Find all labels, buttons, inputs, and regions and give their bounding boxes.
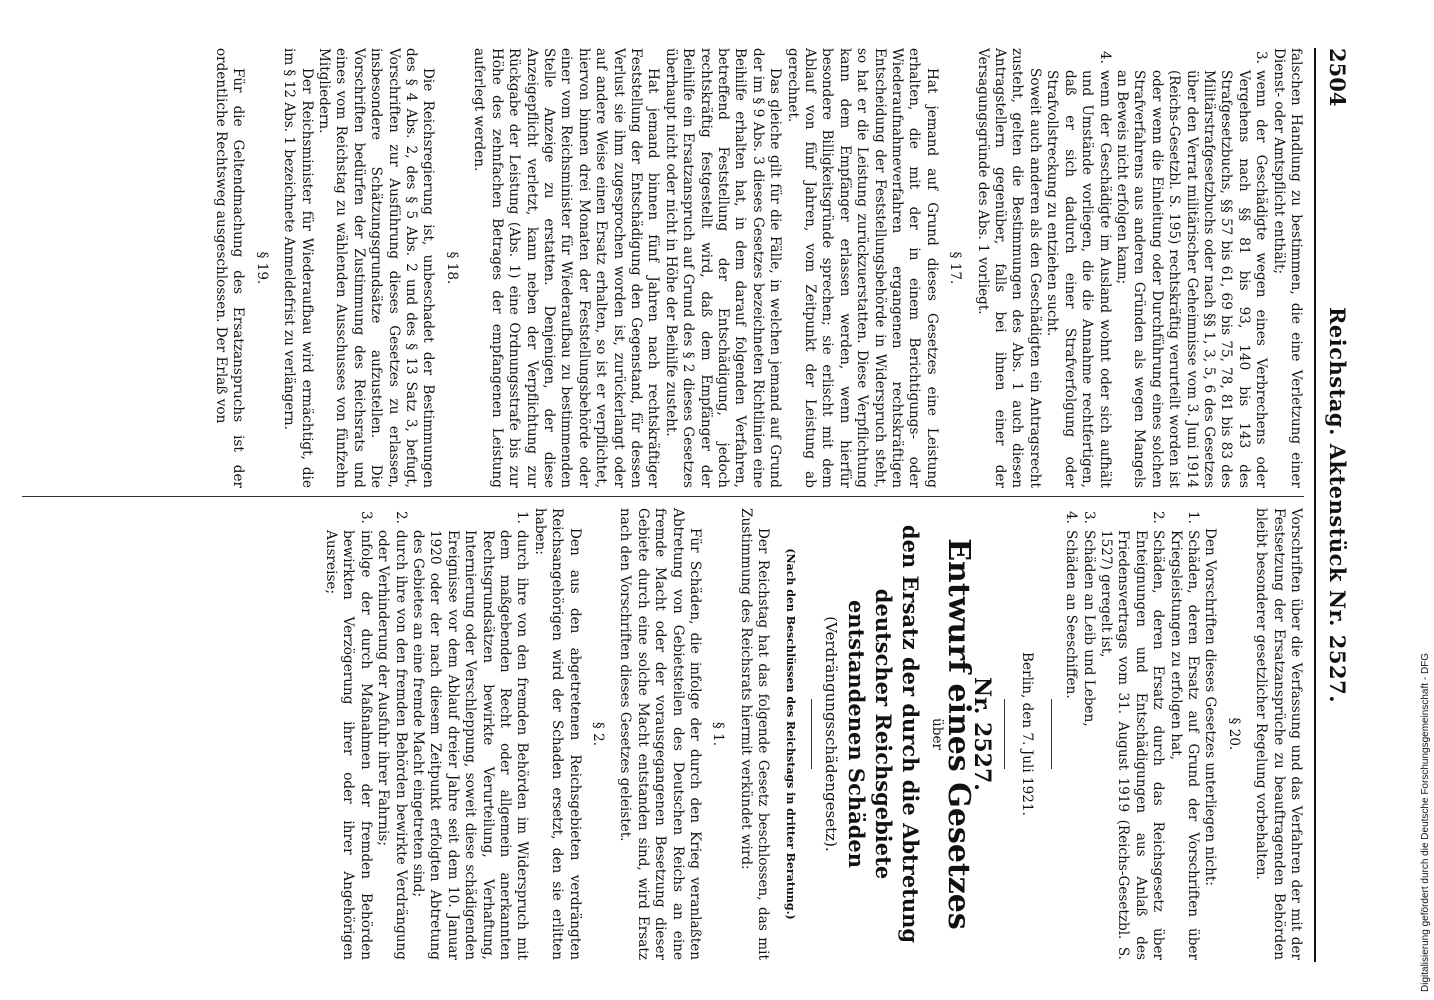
paragraph: Hat jemand auf Grund dieses Gesetzes eine Leistung erhalten, die mit der in einem Berichtigungs- oder Wiederaufnahmeverfahren ergangenen rechtskräftigen Entscheidung der Feststellungsbehörde in Widerspruch steht, so hat er die Leistung zurückzuerstatten. Diese Verpflichtung kann dem Empfänger erlassen werden, wenn hierfür besondere Billigkeitsgründe sprechen; sie erlischt mit dem Ablauf von fünf Jahren, vom Zeitpunkt der Leistung ab gerechnet. [784, 48, 940, 488]
section-heading: § 18. [443, 251, 460, 285]
section-heading: § 19. [253, 251, 270, 285]
divider [811, 699, 812, 769]
list-item: 1. durch ihre von den fremden Behörden im Widerspruch mit dem maßgebenden Recht oder allgemein anerkannten Rechtsgrundsätzen bewirkte Verurteilung, Verhaftung, Internierung oder Verschleppung, soweit diese schädigenden Ereignisse vor dem Ablauf dreier Jahre seit dem 10. Januar 1920 oder der nach diesem Zeitpunkt erfolgten Abtretung des Gebietes an eine fremde Macht eingetreten sind; [409, 511, 531, 960]
right-column [20, 508, 1304, 960]
list-item: 3. infolge der durch Maßnahmen der fremden Behörden bewirkten Verzögerung ihrer oder ihrer Angehörigen Ausreise; [322, 511, 374, 960]
column-divider [22, 496, 1304, 497]
section-heading: § 1. [710, 721, 727, 747]
date-line: Berlin, den 7. Juli 1921. [1018, 652, 1035, 816]
paragraph: Der Reichsminister für Wiederaufbau wird ermächtigt, die im § 12 Abs. 1 bezeichnete Anmeldefrist zu verlängern. [281, 48, 315, 488]
paragraph: Hat jemand binnen fünf Jahren nach rechtskräftiger Feststellung der Entschädigung den Gegenstand, für dessen Verlust sie ihm zugesprochen worden ist, zurückerlangt oder auf andere Weise einen Ersatz erhalten, so ist er verpflichtet, hiervon binnen drei Monaten der Feststellungsbehörde oder einer vom Reichsminister für Wiederaufbau zu bestimmenden Stelle Anzeige zu erstatten. Denjenigen, der diese Anzeigepflicht verletzt, kann neben der Verpflichtung zur Rückgabe der Leistung (Abs. 1) eine Ordnungsstrafe bis zur Höhe des zehnfachen Betrages der empfangenen Leistung auferlegt werden. [471, 48, 662, 488]
paragraph: Für Schäden, die infolge der durch den Krieg veranlaßten Abtretung von Gebietsteilen des Deutschen Reichs an eine fremde Macht oder der vorausgegangenen Besetzung dieser Gebiete durch eine solche Macht entstanden sind, wird Ersatz nach den Vorschriften dieses Gesetzes geleistet. [617, 508, 704, 960]
section-heading: § 20. [1225, 717, 1242, 751]
document-number: Nr. 2527. [969, 677, 996, 791]
section-heading: § 2. [590, 721, 607, 747]
title-connector: über [929, 718, 946, 750]
list-item: 2. Schäden, deren Ersatz durch das Reichsgesetz über Enteignungen und Entschädigungen aus Anlaß des Friedensvertrags vom 31. August 1919 (Reichs-Gesetzbl. S. 1527) geregelt ist, [1097, 511, 1167, 960]
list-item: 4. Schäden an Seeschiffen. [1063, 511, 1080, 699]
continued-text: falschen Handlung zu bestimmen, die eine Verletzung einer Dienst- oder Amtspflicht enthält; [1270, 48, 1304, 488]
divider [1051, 699, 1052, 769]
digitization-credit [1416, 8, 1434, 992]
running-title: Reichstag. Aktenstück Nr. 2527. [1325, 306, 1350, 704]
paragraph: Soweit auch anderen als den Geschädigten ein Antragsrecht zusteht, gelten die Bestimmungen des Abs. 1 auch diesen Antragstellern gegenüber, falls bei ihnen einer der Versagungsgründe des Abs. 1 vorliegt. [974, 48, 1043, 488]
reading-note: (Nach den Beschlüssen des Reichstags in dritter Beratung.) [783, 548, 797, 920]
paragraph: Der Reichstag hat das folgende Gesetz beschlossen, das mit Zustimmung des Reichsrats hiermit verkündet wird: [737, 508, 772, 960]
paragraph: Die Reichsregierung ist, unbeschadet der Bestimmungen des § 4 Abs. 2, des § 5 Abs. 2 und des § 13 Satz 3, befugt, Vorschriften zur Ausführung dieses Gesetzes zu erlassen, insbesondere Schätzungsgrundsätze aufzustellen. Die Vorschriften bedürfen der Zustimmung des Reichsrats und eines vom Reichstag zu wählenden Ausschusses von fünfzehn Mitgliedern. [316, 48, 437, 488]
page-number: 2504 [1325, 48, 1350, 107]
divider [1004, 699, 1005, 769]
law-title: den Ersatz der durch die Abtretung deutscher Reichsgebiete entstandenen Schäden [844, 524, 924, 944]
list-item: 2. durch ihre von den fremden Behörden bewirkte Verdrängung oder Verhinderung der Ausfuhr ihrer Fahrnis; [375, 511, 409, 960]
list-item: 3. Schäden an Leib und Leben, [1080, 511, 1097, 727]
law-short-title: (Verdrängungsschädengesetz). [822, 616, 841, 852]
list-item: 4. wenn der Geschädigte im Ausland wohnt oder sich aufhält und Umstände vorliegen, die die Annahme rechtfertigen, daß er sich dadurch einer Strafverfolgung oder Strafvollstreckung zu entziehen sucht. [1044, 51, 1113, 488]
paragraph: Den aus den abgetretenen Reichsgebieten verdrängten Reichsangehörigen wird der Schaden ersetzt, den sie erlitten haben: [531, 508, 583, 960]
list-item: 3. wenn der Geschädigte wegen eines Verbrechens oder Vergehens nach §§ 81 bis 93, 140 bis 143 des Strafgesetzbuchs, §§ 57 bis 61, 69 bis 75, 78, 81 bis 83 des Militärstrafgesetzbuchs oder nach §§ 1, 3, 5, 6 des Gesetzes über den Verrat militärischer Geheimnisse vom 3. Juni 1914 (Reichs-Gesetzbl. S. 195) rechtskräftig verurteilt worden ist oder wenn die Einleitung oder Durchführung eines solchen Strafverfahrens aus anderen Gründen als wegen Mangels an Beweis nicht erfolgen kann; [1113, 51, 1270, 488]
document-title: Entwurf eines Gesetzes [940, 538, 976, 930]
list-item: 1. Schäden, deren Ersatz auf Grund der Vorschriften über Kriegsleistungen zu erfolgen hat, [1167, 511, 1201, 960]
page-header [1318, 48, 1352, 962]
section-heading: § 17. [947, 251, 964, 285]
credit-text: Digitalisierung gefördert durch die Deutsche Forschungsgemeinschaft - DFG [1420, 652, 1431, 992]
left-column [20, 48, 1304, 488]
continued-text: Vorschriften über die Verfassung und das Verfahren der mit der Festsetzung der Ersatzansprüche zu beauftragenden Behörden bleibt besonderer gesetzlicher Regelung vorbehalten. [1253, 508, 1304, 960]
paragraph: Den Vorschriften dieses Gesetzes unterliegen nicht: [1202, 528, 1219, 886]
header-rule [1314, 48, 1316, 962]
paragraph: Das gleiche gilt für die Fälle, in welchen jemand auf Grund der im § 9 Abs. 3 dieses Gesetzes bezeichneten Richtlinien eine Beihilfe erhalten hat, in dem darauf folgenden Verfahren, betreffend Feststellung der Entschädigung, jedoch rechtskräftig festgestellt wird, daß dem Empfänger der Beihilfe ein Ersatzanspruch auf Grund des § 2 dieses Gesetzes überhaupt nicht oder nicht in Höhe der Beihilfe zusteht. [662, 48, 784, 488]
paragraph: Für die Geltendmachung des Ersatzanspruchs ist der ordentliche Rechtsweg ausgeschlossen. Der Erlaß von [213, 48, 247, 488]
